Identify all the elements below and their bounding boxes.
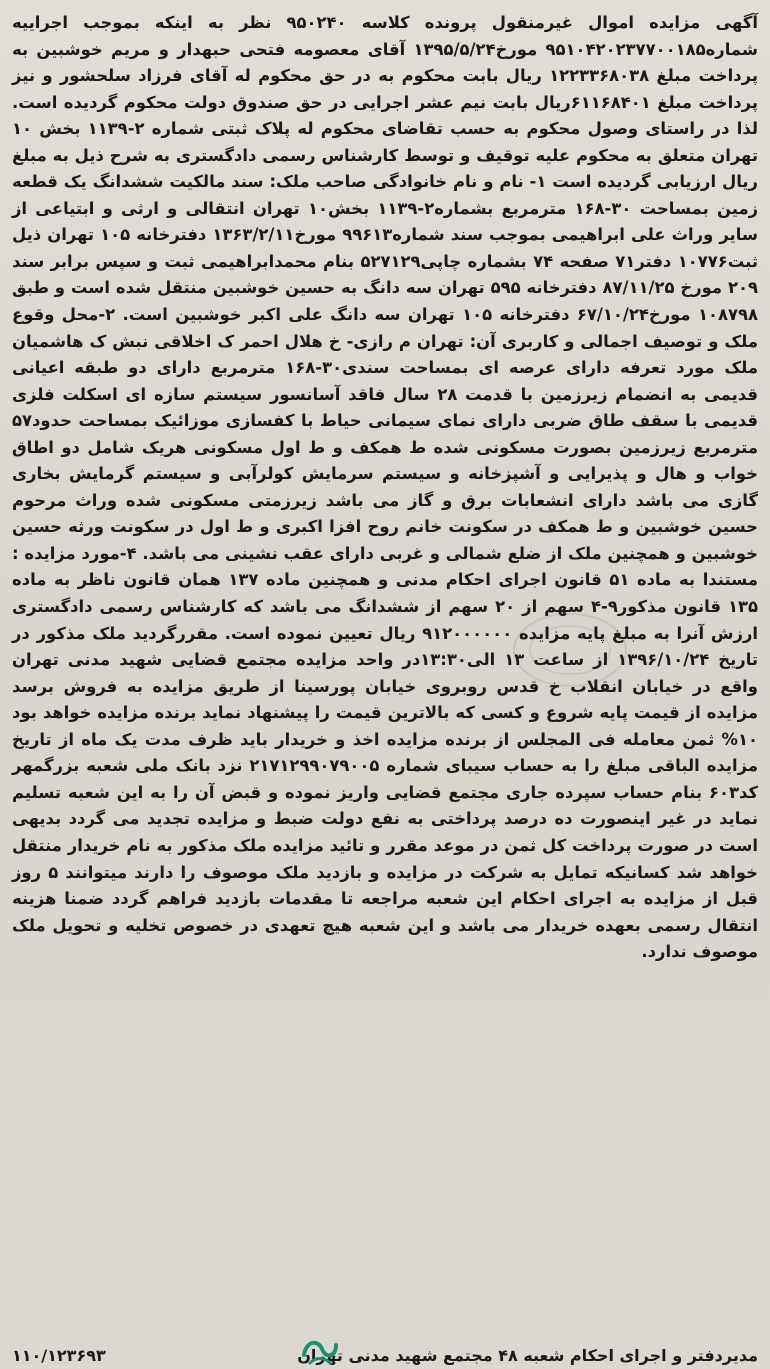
- clipping-mark-icon: [300, 1335, 340, 1367]
- auction-notice-body: [12, 10, 758, 966]
- notice-paragraph: آگهی مزایده اموال غیرمنقول پرونده کلاسه ۹۵۰۲۴۰ نظر به اینکه بموجب اجراییه شماره۹۵۱۰۴۲۰۲۳۷۷۰۰۱۸۵ مورخ۱۳۹۵/۵/۲۴ آقای معصومه فتحی حبهدار و مریم خوشبین به پرداخت مبلغ ۱۲۲۳۳۶۸۰۳۸ ریال بابت محکوم به در حق محکوم له آقای فرزاد سلحشور و نیز پرداخت مبلغ ۶۱۱۶۸۴۰۱ریال بابت نیم عشر اجرایی در حق صندوق دولت محکوم گردیده است. لذا در راستای وصول محکوم به حسب تقاضای محکوم له پلاک ثبتی شماره ۲-۱۱۳۹ بخش ۱۰ تهران متعلق به محکوم علیه توقیف و توسط کارشناس رسمی دادگستری به شرح ذیل به مبلغ ریال ارزیابی گردیده است ۱- نام و نام خانوادگی صاحب ملک: سند مالکیت ششدانگ یک قطعه زمین بمساحت ۳۰-۱۶۸ مترمربع بشماره۲-۱۱۳۹ بخش۱۰ تهران انتقالی و ارثی و ابتیاعی از سایر وراث علی ابراهیمی بموجب سند شماره۹۹۶۱۳ مورخ۱۳۶۳/۲/۱۱ دفترخانه ۱۰۵ تهران ذیل ثبت۱۰۷۷۶ دفتر۷۱ صفحه ۷۴ بشماره چاپی۵۲۷۱۲۹ بنام محمدابراهیمی ثبت و سپس برابر سند ۲۰۹ مورخ ۸۷/۱۱/۲۵ دفترخانه ۵۹۵ تهران سه دانگ به حسین خوشبین منتقل شده است و طبق ۱۰۸۷۹۸ مورخ۶۷/۱۰/۲۴ دفترخانه ۱۰۵ تهران سه دانگ علی اکبر خوشبین است. ۲-محل وقوع ملک و توصیف اجمالی و کاربری آن: تهران م رازی- خ هلال احمر ک اخلاقی نبش ک هاشمیان ملک مورد تعرفه دارای عرصه ای بمساحت سندی۳۰-۱۶۸ مترمربع دارای دو طبقه اعیانی قدیمی به انضمام زیرزمین با قدمت ۲۸ سال فاقد آسانسور سیستم سازه ای اسکلت فلزی قدیمی با سقف طاق ضربی دارای نمای سیمانی حیاط با کفسازی موزائیک بمساحت حدود۵۷ مترمربع زیرزمین بصورت مسکونی شده ط همکف و ط اول مسکونی هریک شامل دو اطاق خواب و هال و پذیرایی و آشپزخانه و سیستم سرمایش کولرآبی و سیستم گرمایش بخاری گازی می باشد دارای انشعابات برق و گاز می باشد زیرزمتی مسکونی شده وراث مرحوم حسین خوشبین و ط همکف در سکونت خانم روح افزا اکبری و ط اول در سکونت ورثه حسین خوشبین و همچنین ملک از ضلع شمالی و غربی دارای عقب نشینی می باشد. ۴-مورد مزایده : مستندا به ماده ۵۱ قانون اجرای احکام مدنی و همچنین ماده ۱۳۷ همان قانون ناظر به ماده ۱۳۵ قانون مذکور۹-۴ سهم از ۲۰ سهم از ششدانگ می باشد که کارشناس رسمی دادگستری ارزش آنرا به مبلغ پایه مزایده ۹۱۲۰۰۰۰۰۰ ریال تعیین نموده است. مقررگردید ملک مذکور در تاریخ ۱۳۹۶/۱۰/۲۴ از ساعت ۱۳ الی۱۳:۳۰در واحد مزایده مجتمع قضایی شهید مدنی تهران واقع در خیابان انقلاب خ قدس روبروی خیابان پورسینا از طریق مزایده به فروش برسد مزایده از قیمت پایه شروع و کسی که بالاترین قیمت را پیشنهاد نماید برنده مزایده خواهد بود ۱۰% ثمن معامله فی المجلس از برنده مزایده اخذ و خریدار باید ظرف مدت یک ماه از تاریخ مزایده الباقی مبلغ را به حساب سیبای شماره ۲۱۷۱۲۹۹۰۷۹۰۰۵ نزد بانک ملی شعبه بزرگمهر کد۶۰۳ بنام حساب سپرده جاری مجتمع قضایی واریز نموده و قبض آن را به این شعبه تسلیم نماید در غیر اینصورت ده درصد پرداختی به نفع دولت ضبط و مزایده تجدید می گردد بدیهی است در صورت پرداخت کل ثمن در موعد مقرر و تائید مزایده ملک مذکور به نام خریدار منتقل خواهد شد کسانیکه تمایل به شرکت در مزایده و بازدید ملک موصوف را دارند میتوانند ۵ روز قبل از مزایده به اجرای احکام این شعبه مراجعه تا مقدمات بازدید فراهم گردد ضمنا هزینه انتقال رسمی بعهده خریدار می باشد و این شعبه هیچ تعهدی در خصوص تخلیه و تحویل ملک موصوف ندارد.: [12, 13, 759, 962]
- footer-code: ۱۱۰/۱۲۳۶۹۳: [12, 1346, 106, 1365]
- watermark-seal-icon: [510, 610, 630, 690]
- notice-footer: [12, 1343, 758, 1369]
- footer-signature: مدیردفتر و اجرای احکام شعبه ۴۸ مجتمع شهید مدنی تهران: [297, 1346, 758, 1365]
